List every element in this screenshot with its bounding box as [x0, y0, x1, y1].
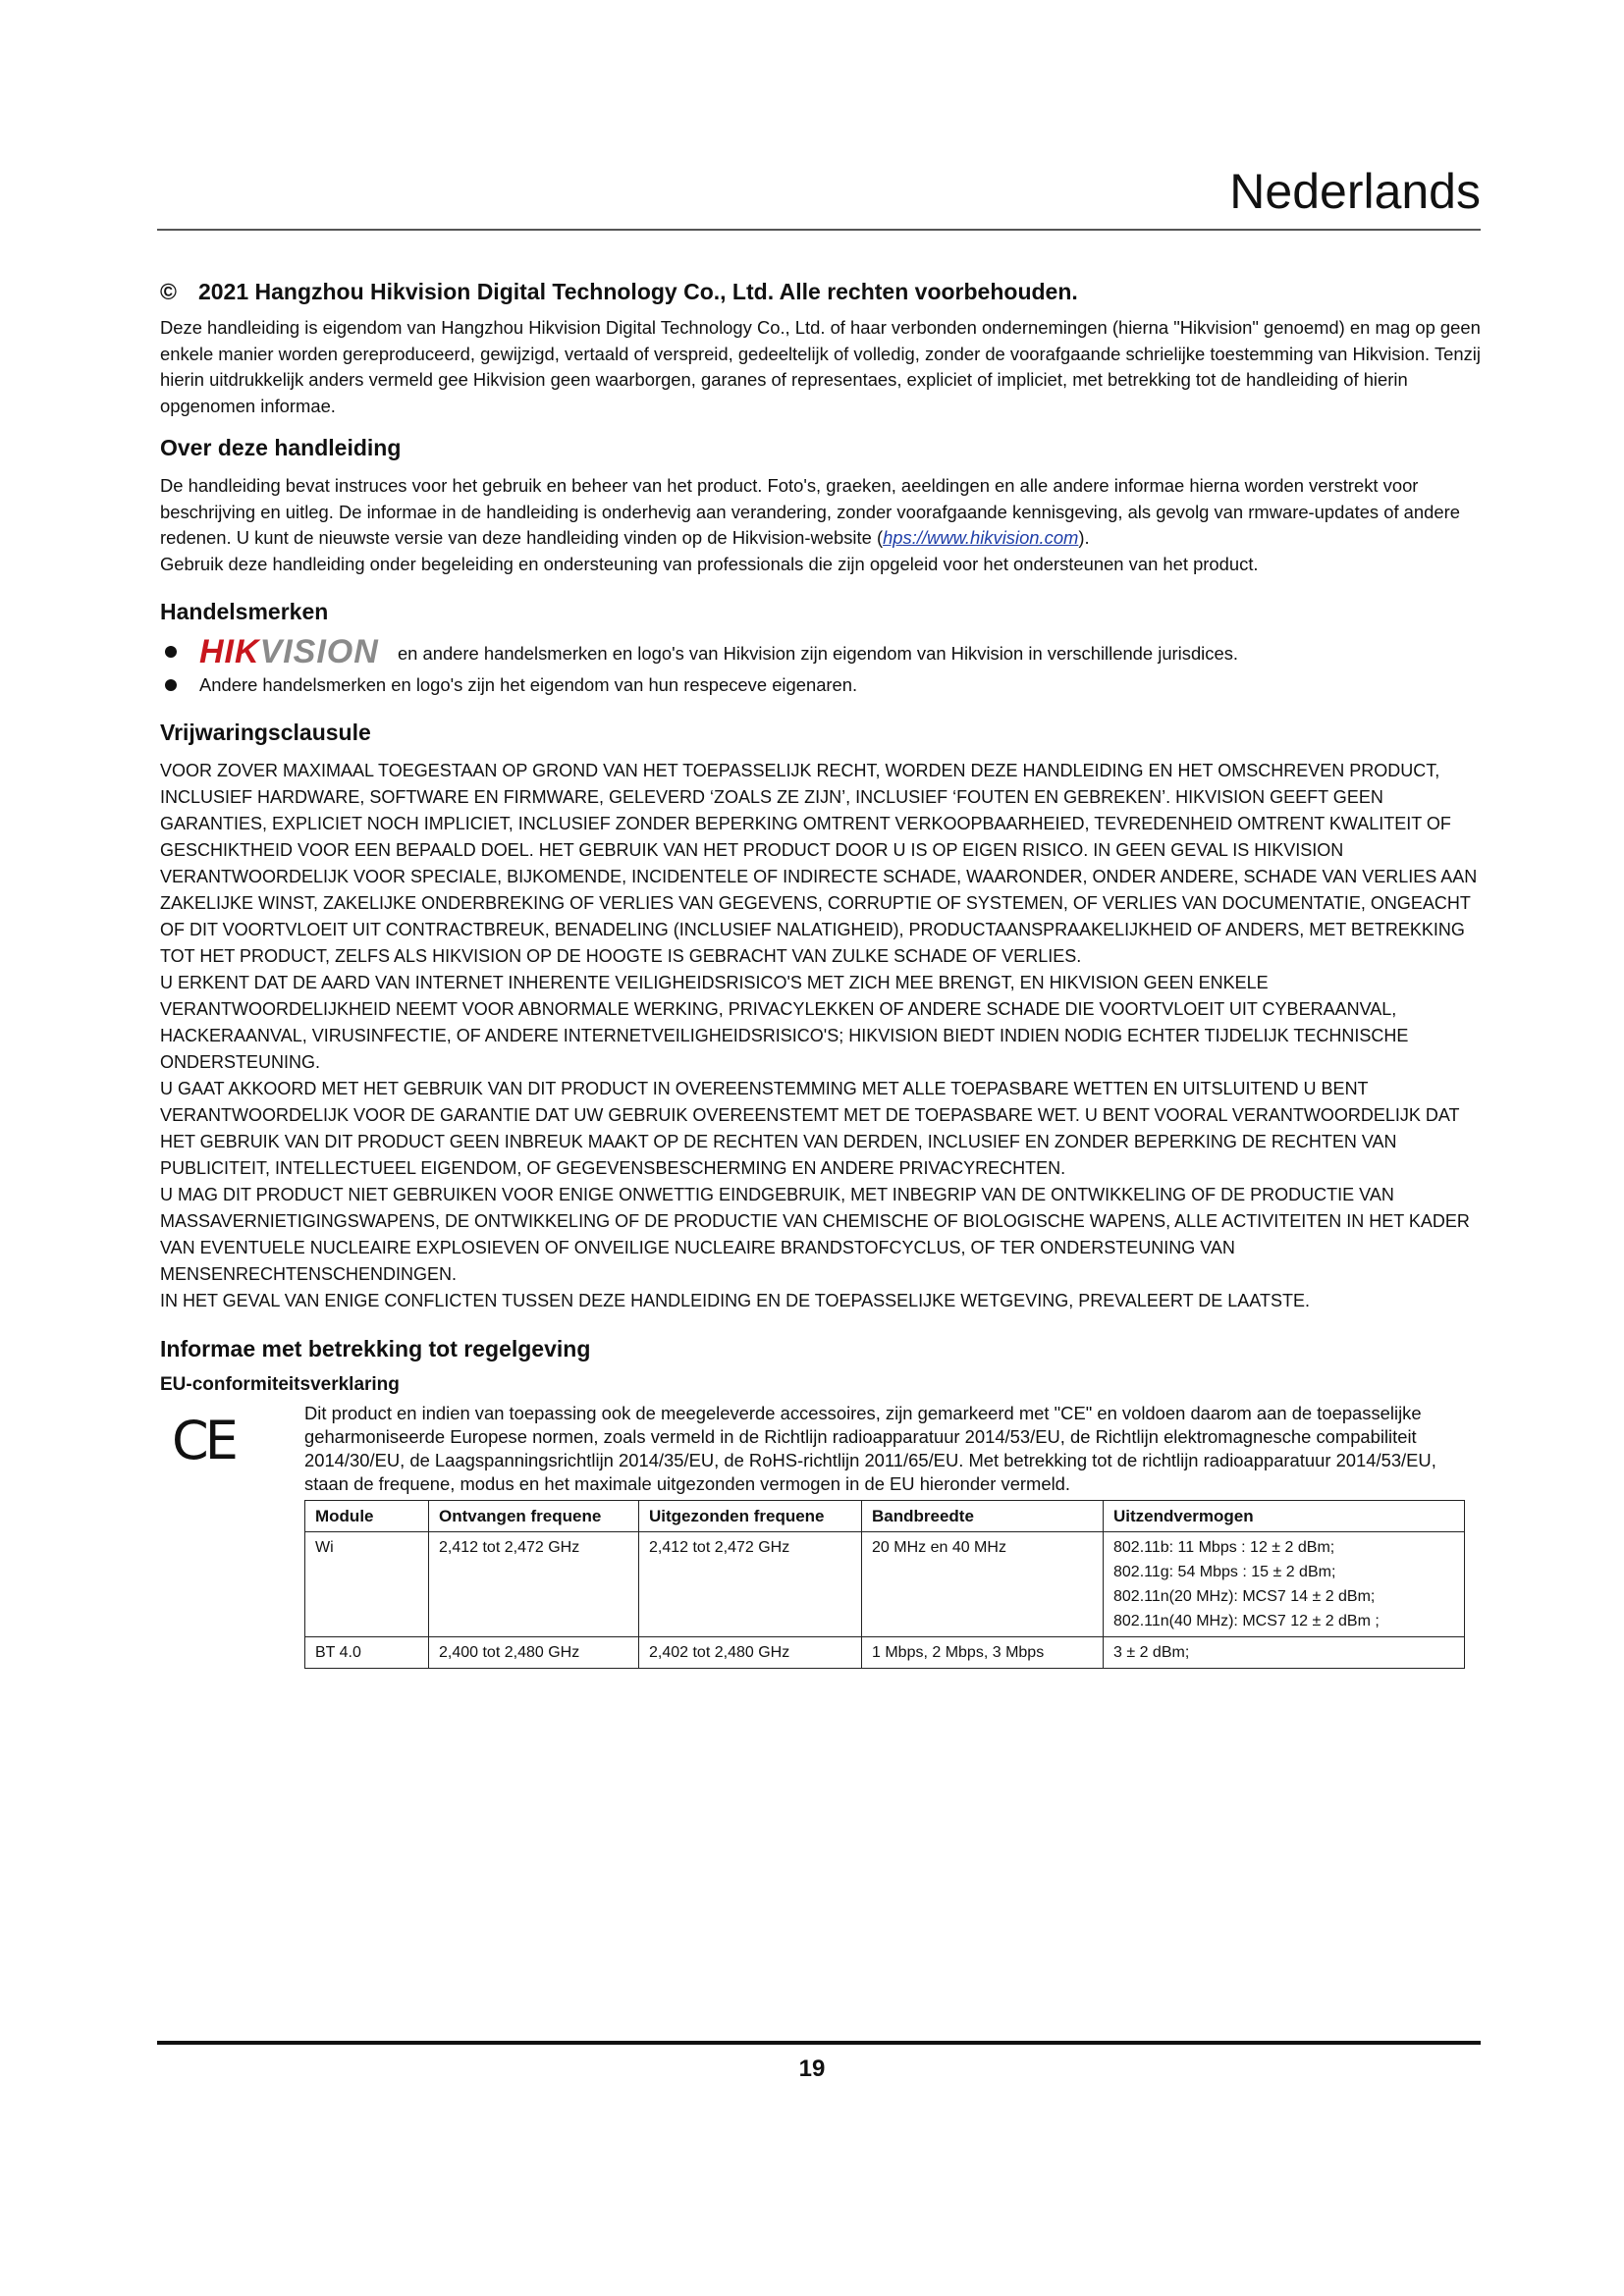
- copyright-title: 2021 Hangzhou Hikvision Digital Technology Co., Ltd. Alle rechten voorbehouden.: [197, 279, 1078, 304]
- table-header: Uitzendvermogen: [1104, 1501, 1465, 1532]
- ce-mark-icon: CE: [172, 1410, 235, 1471]
- bullet-icon: [165, 646, 177, 658]
- power-line: 802.11b: 11 Mbps : 12 ± 2 dBm;: [1113, 1539, 1335, 1556]
- trademark-item-text: en andere handelsmerken en logo's van Hikvision zijn eigendom van Hikvision in verschillende jurisdices.: [397, 643, 1239, 664]
- table-cell-bandwidth: 20 MHz en 40 MHz: [862, 1532, 1104, 1637]
- eu-conformity-heading: EU-conformiteitsverklaring: [160, 1374, 400, 1395]
- trademarks-heading: Handelsmerken: [160, 599, 329, 624]
- copyright-heading: [160, 279, 1481, 305]
- bullet-icon: [165, 679, 177, 691]
- trademark-item: [160, 633, 1481, 670]
- page-number: 19: [798, 2056, 826, 2082]
- about-heading: Over deze handleiding: [160, 435, 402, 460]
- hikvision-logo: [199, 633, 379, 670]
- power-line: 802.11n(40 MHz): MCS7 12 ± 2 dBm ;: [1113, 1613, 1380, 1629]
- table-cell-module: BT 4.0: [305, 1637, 429, 1669]
- disclaimer-paragraph: VOOR ZOVER MAXIMAAL TOEGESTAAN OP GROND VAN HET TOEPASSELIJK RECHT, WORDEN DEZE HANDLEIDING EN HET OMSCHREVEN PRODUCT, INCLUSIEF HARDWARE, SOFTWARE EN FIRMWARE, GELEVERD ‘ZOALS ZE ZIJN’, INCLUSIEF ‘FOUTEN EN GEBREKEN’. HIKVISION GEEFT GEEN GARANTIES, EXPLICIET NOCH IMPLICIET, INCLUSIEF ZONDER BEPERKING OMTRENT VERKOOPBAARHEIED, TEVREDENHEID OMTRENT KWALITEIT OF GESCHIKTHEID VOOR EEN BEPAALD DOEL. HET GEBRUIK VAN HET PRODUCT DOOR U IS OP EIGEN RISICO. IN GEEN GEVAL IS HIKVISION VERANTWOORDELIJK VOOR SPECIALE, BIJKOMENDE, INCIDENTELE OF INDIRECTE SCHADE, WAARONDER, ONDER ANDERE, SCHADE VAN VERLIES AAN ZAKELIJKE WINST, ZAKELIJKE ONDERBREKING OF VERLIES VAN GEGEVENS, CORRUPTIE OF SYSTEMEN, OF VERLIES VAN DOCUMENTATIE, ONGEACHT OF DIT VOORTVLOEIT UIT CONTRACTBREUK, BENADELING (INCLUSIEF NALATIGHEID), PRODUCTAANSPRAAKELIJKHEID OF ANDERS, MET BETREKKING TOT HET PRODUCT, ZELFS ALS HIKVISION OP DE HOOGTE IS GEBRACHT VAN ZULKE SCHADE OF VERLIES.: [160, 761, 1478, 966]
- disclaimer-paragraph: U MAG DIT PRODUCT NIET GEBRUIKEN VOOR ENIGE ONWETTIG EINDGEBRUIK, MET INBEGRIP VAN DE ONTWIKKELING OF DE PRODUCTIE VAN MASSAVERNIETIGINGSWAPENS, DE ONTWIKKELING OF DE PRODUCTIE VAN CHEMISCHE OF BIOLOGISCHE WAPENS, ALLE ACTIVITEITEN IN HET KADER VAN EVENTUELE NUCLEAIRE EXPLOSIEVEN OF ONVEILIGE NUCLEAIRE BRANDSTOFCYCLUS, OF TER ONDERSTEUNING VAN MENSENRECHTENSCHENDINGEN.: [160, 1185, 1470, 1284]
- header-divider: [157, 229, 1481, 231]
- hikvision-website-link[interactable]: hps://www.hikvision.com: [883, 527, 1079, 548]
- language-title: Nederlands: [1229, 164, 1481, 219]
- hikvision-logo-hik: HIK: [199, 633, 260, 670]
- regulatory-heading: Informae met betrekking tot regelgeving: [160, 1336, 591, 1362]
- copyright-symbol: ©: [160, 279, 177, 304]
- table-cell-power: [1104, 1532, 1465, 1637]
- power-line: 802.11n(20 MHz): MCS7 14 ± 2 dBm;: [1113, 1588, 1376, 1605]
- about-body-text: De handleiding bevat instruces voor het gebruik en beheer van het product. Foto's, graeken, aeeldingen en alle andere informae hierna worden verstrekt voor beschrijving en uitleg. De informae in de handleiding is onderhevig aan verandering, zonder voorafgaande kennisgeving, als gevolg van rmware-updates of andere redenen. U kunt de nieuwste versie van deze handleiding vinden op de Hikvision-website (: [160, 475, 1460, 548]
- table-row: [305, 1637, 1465, 1669]
- table-cell-rx: 2,412 tot 2,472 GHz: [429, 1532, 639, 1637]
- table-header: Module: [305, 1501, 429, 1532]
- about-body: [160, 473, 1481, 552]
- table-cell-rx: 2,400 tot 2,480 GHz: [429, 1637, 639, 1669]
- power-line: 3 ± 2 dBm;: [1113, 1644, 1190, 1661]
- table-header: Ontvangen frequene: [429, 1501, 639, 1532]
- about-body-2: Gebruik deze handleiding onder begeleiding en ondersteuning van professionals die zijn opgeleid voor het ondersteunen van het product.: [160, 553, 1259, 574]
- table-cell-tx: 2,402 tot 2,480 GHz: [639, 1637, 862, 1669]
- table-cell-module: Wi: [305, 1532, 429, 1637]
- disclaimer-paragraph: U GAAT AKKOORD MET HET GEBRUIK VAN DIT PRODUCT IN OVEREENSTEMMING MET ALLE TOEPASBARE WETTEN EN UITSLUITEND U BENT VERANTWOORDELIJK VOOR DE GARANTIE DAT UW GEBRUIK OVEREENSTEMT MET DE TOEPASBARE WET. U BENT VOORAL VERANTWOORDELIJK DAT HET GEBRUIK VAN DIT PRODUCT GEEN INBREUK MAAKT OP DE RECHTEN VAN DERDEN, INCLUSIEF EN ZONDER BEPERKING DE RECHTEN VAN PUBLICITEIT, INTELLECTUEEL EIGENDOM, OF GEGEVENSBESCHERMING EN ANDERE PRIVACYRECHTEN.: [160, 1079, 1460, 1178]
- disclaimer-paragraph: IN HET GEVAL VAN ENIGE CONFLICTEN TUSSEN DEZE HANDLEIDING EN DE TOEPASSELIJKE WETGEVING, PREVALEERT DE LAATSTE.: [160, 1291, 1310, 1310]
- copyright-body: Deze handleiding is eigendom van Hangzhou Hikvision Digital Technology Co., Ltd. of haar verbonden ondernemingen (hierna "Hikvision" genoemd) en mag op geen enkele manier worden gereproduceerd, gewijzigd, vertaald of verspreid, gedeeltelijk of volledig, zonder de voorafgaande schrielijke toestemming van Hikvision. Tenzij hierin uitdrukkelijk anders vermeld gee Hikvision geen waarborgen, garanes of representaes, expliciet of impliciet, met betrekking tot de handleiding of hierin opgenomen informae.: [160, 317, 1481, 416]
- table-cell-bandwidth: 1 Mbps, 2 Mbps, 3 Mbps: [862, 1637, 1104, 1669]
- disclaimer-heading: Vrijwaringsclausule: [160, 720, 371, 745]
- power-line: 802.11g: 54 Mbps : 15 ± 2 dBm;: [1113, 1564, 1336, 1580]
- footer-divider: [157, 2041, 1481, 2045]
- radio-spec-table: [304, 1500, 1465, 1669]
- table-cell-tx: 2,412 tot 2,472 GHz: [639, 1532, 862, 1637]
- table-row: [305, 1532, 1465, 1637]
- table-header: Bandbreedte: [862, 1501, 1104, 1532]
- trademark-item: [160, 670, 1481, 700]
- table-header: Uitgezonden frequene: [639, 1501, 862, 1532]
- trademark-item-text: Andere handelsmerken en logo's zijn het eigendom van hun respeceve eigenaren.: [199, 674, 858, 695]
- table-header-row: [305, 1501, 1465, 1532]
- hikvision-logo-vision: VISION: [259, 633, 379, 670]
- table-cell-power: [1104, 1637, 1465, 1669]
- page-content: [160, 279, 1481, 1669]
- eu-conformity-block: [160, 1402, 1481, 1669]
- about-body-close: ).: [1078, 527, 1090, 548]
- eu-conformity-body: Dit product en indien van toepassing ook de meegeleverde accessoires, zijn gemarkeerd met "CE" en voldoen daarom aan de toepasselijke geharmoniseerde Europese normen, zoals vermeld in de Richtlijn radioapparatuur 2014/53/EU, de Richtlijn elektromagnesche compabiliteit 2014/30/EU, de Laagspanningsrichtlijn 2014/35/EU, de RoHS-richtlijn 2011/65/EU. Met betrekking tot de richtlijn radioapparatuur 2014/53/EU, staan de frequene, modus en het maximale uitgezonden vermogen in de EU hieronder vermeld.: [304, 1403, 1436, 1494]
- disclaimer-paragraph: U ERKENT DAT DE AARD VAN INTERNET INHERENTE VEILIGHEIDSRISICO'S MET ZICH MEE BRENGT, EN HIKVISION GEEN ENKELE VERANTWOORDELIJKHEID NEEMT VOOR ABNORMALE WERKING, PRIVACYLEKKEN OF ANDERE SCHADE DIE VOORTVLOEIT UIT CYBERAANVAL, HACKERAANVAL, VIRUSINFECTIE, OF ANDERE INTERNETVEILIGHEIDSRISICO'S; HIKVISION BIEDT INDIEN NODIG ECHTER TIJDELIJK TECHNISCHE ONDERSTEUNING.: [160, 973, 1409, 1072]
